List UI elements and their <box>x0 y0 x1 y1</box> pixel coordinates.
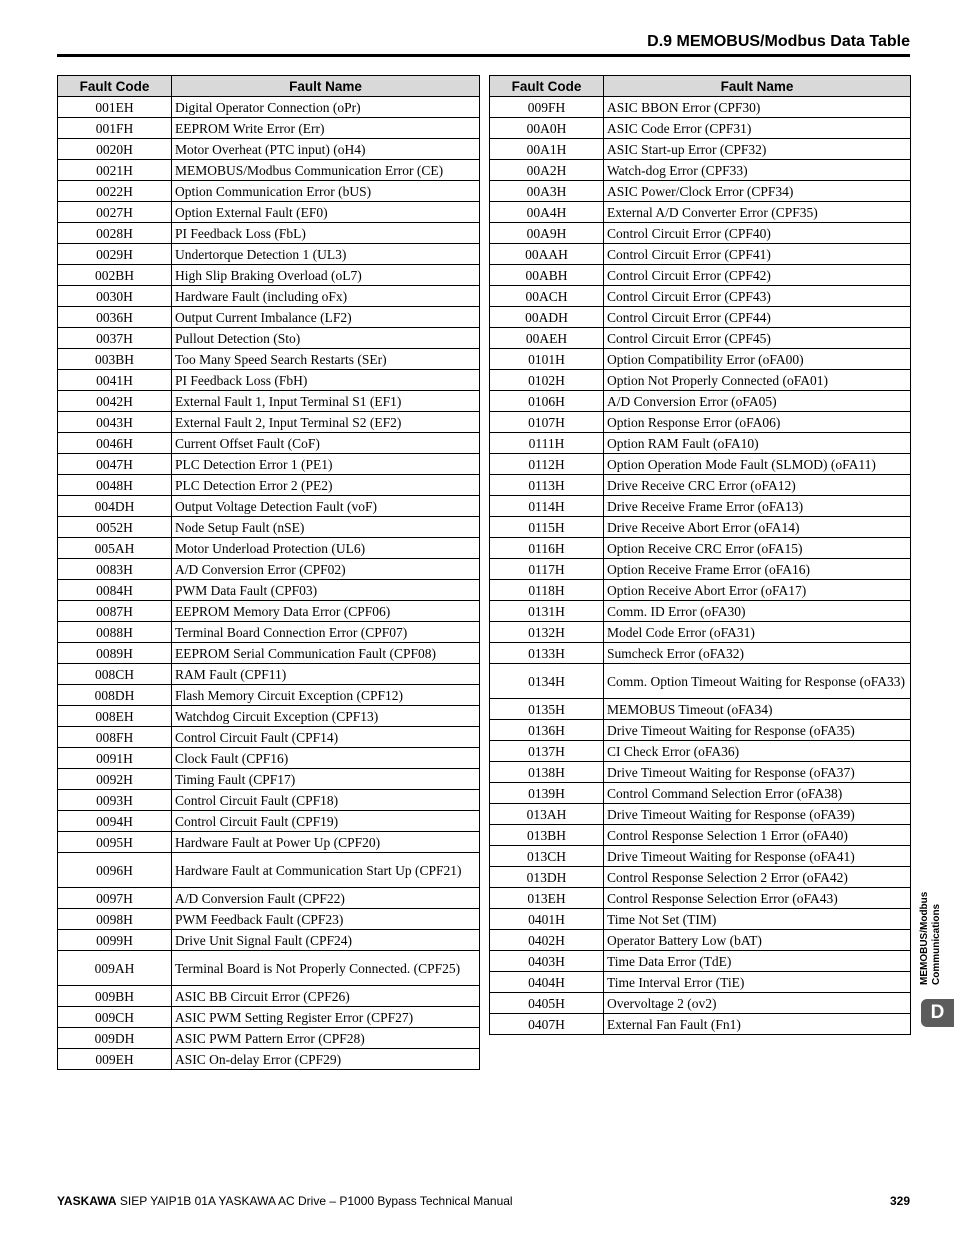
fault-name-cell: Option Communication Error (bUS) <box>172 181 480 202</box>
fault-name-cell: MEMOBUS/Modbus Communication Error (CE) <box>172 160 480 181</box>
page-number: 329 <box>889 1194 910 1208</box>
table-row <box>490 265 911 286</box>
chapter-tab[interactable]: D <box>921 999 954 1027</box>
fault-code-cell: 013EH <box>490 888 604 909</box>
fault-code-cell: 0112H <box>490 454 604 475</box>
fault-code-cell: 00ADH <box>490 307 604 328</box>
fault-code-cell: 0046H <box>58 433 172 454</box>
fault-name-cell: Option RAM Fault (oFA10) <box>604 433 911 454</box>
fault-name-cell: Control Response Selection 2 Error (oFA42) <box>604 867 911 888</box>
fault-code-cell: 0029H <box>58 244 172 265</box>
fault-code-cell: 008EH <box>58 706 172 727</box>
fault-code-cell: 0402H <box>490 930 604 951</box>
table-row <box>58 118 480 139</box>
table-row <box>490 223 911 244</box>
table-row <box>490 909 911 930</box>
fault-code-cell: 0101H <box>490 349 604 370</box>
fault-name-cell: PWM Data Fault (CPF03) <box>172 580 480 601</box>
fault-code-cell: 0030H <box>58 286 172 307</box>
fault-name-cell: Model Code Error (oFA31) <box>604 622 911 643</box>
fault-name-cell: Hardware Fault at Communication Start Up (CPF21) <box>172 853 480 888</box>
fault-code-cell: 0088H <box>58 622 172 643</box>
fault-code-cell: 0139H <box>490 783 604 804</box>
table-row <box>58 328 480 349</box>
table-row <box>490 783 911 804</box>
fault-code-cell: 0135H <box>490 699 604 720</box>
fault-name-cell: A/D Conversion Error (CPF02) <box>172 559 480 580</box>
fault-code-cell: 002BH <box>58 265 172 286</box>
fault-name-cell: High Slip Braking Overload (oL7) <box>172 265 480 286</box>
fault-name-cell: Undertorque Detection 1 (UL3) <box>172 244 480 265</box>
fault-code-cell: 0118H <box>490 580 604 601</box>
fault-name-cell: ASIC PWM Setting Register Error (CPF27) <box>172 1007 480 1028</box>
table-row <box>490 349 911 370</box>
side-section-label-text: MEMOBUS/Modbus Communications <box>919 891 942 985</box>
table-row <box>490 664 911 699</box>
fault-code-cell: 013BH <box>490 825 604 846</box>
table-row <box>490 433 911 454</box>
table-row <box>58 517 480 538</box>
fault-code-cell: 0020H <box>58 139 172 160</box>
fault-code-cell: 0132H <box>490 622 604 643</box>
table-row <box>58 307 480 328</box>
fault-name-cell: RAM Fault (CPF11) <box>172 664 480 685</box>
fault-code-cell: 009BH <box>58 986 172 1007</box>
table-row <box>58 223 480 244</box>
table-row <box>490 328 911 349</box>
table-row <box>58 139 480 160</box>
fault-name-cell: Control Circuit Error (CPF42) <box>604 265 911 286</box>
fault-code-cell: 0097H <box>58 888 172 909</box>
fault-name-cell: Time Not Set (TIM) <box>604 909 911 930</box>
fault-code-cell: 0048H <box>58 475 172 496</box>
table-row <box>490 118 911 139</box>
table-row <box>58 391 480 412</box>
fault-code-cell: 0114H <box>490 496 604 517</box>
fault-code-cell: 0401H <box>490 909 604 930</box>
fault-code-cell: 009FH <box>490 97 604 118</box>
table-row <box>490 930 911 951</box>
table-row <box>58 930 480 951</box>
fault-name-cell: External Fault 2, Input Terminal S2 (EF2) <box>172 412 480 433</box>
fault-code-cell: 0087H <box>58 601 172 622</box>
fault-name-cell: Drive Receive Frame Error (oFA13) <box>604 496 911 517</box>
table-row <box>58 685 480 706</box>
fault-name-cell: Motor Overheat (PTC input) (oH4) <box>172 139 480 160</box>
table-row <box>58 769 480 790</box>
fault-name-cell: PLC Detection Error 1 (PE1) <box>172 454 480 475</box>
fault-code-cell: 008FH <box>58 727 172 748</box>
table-row <box>58 832 480 853</box>
fault-name-cell: Option Response Error (oFA06) <box>604 412 911 433</box>
fault-code-cell: 0111H <box>490 433 604 454</box>
fault-name-cell: Output Current Imbalance (LF2) <box>172 307 480 328</box>
fault-name-cell: Sumcheck Error (oFA32) <box>604 643 911 664</box>
fault-name-cell: Pullout Detection (Sto) <box>172 328 480 349</box>
fault-code-cell: 00A4H <box>490 202 604 223</box>
fault-code-cell: 0405H <box>490 993 604 1014</box>
table-row <box>490 244 911 265</box>
table-row <box>58 811 480 832</box>
fault-name-cell: Control Response Selection 1 Error (oFA40) <box>604 825 911 846</box>
fault-name-cell: Option Compatibility Error (oFA00) <box>604 349 911 370</box>
fault-name-cell: Node Setup Fault (nSE) <box>172 517 480 538</box>
fault-name-cell: Watchdog Circuit Exception (CPF13) <box>172 706 480 727</box>
fault-name-cell: Option External Fault (EF0) <box>172 202 480 223</box>
table-row <box>490 181 911 202</box>
table-row <box>490 622 911 643</box>
table-row <box>490 867 911 888</box>
table-row <box>58 370 480 391</box>
fault-code-cell: 0404H <box>490 972 604 993</box>
fault-code-cell: 001FH <box>58 118 172 139</box>
table-row <box>58 1049 480 1070</box>
table-row <box>58 986 480 1007</box>
fault-code-cell: 0092H <box>58 769 172 790</box>
side-section-label <box>915 875 951 985</box>
fault-name-cell: Digital Operator Connection (oPr) <box>172 97 480 118</box>
column-header-fault-name: Fault Name <box>172 76 480 97</box>
fault-name-cell: ASIC Power/Clock Error (CPF34) <box>604 181 911 202</box>
fault-name-cell: Control Circuit Error (CPF43) <box>604 286 911 307</box>
fault-name-cell: EEPROM Serial Communication Fault (CPF08) <box>172 643 480 664</box>
fault-name-cell: CI Check Error (oFA36) <box>604 741 911 762</box>
fault-code-cell: 0036H <box>58 307 172 328</box>
fault-name-cell: MEMOBUS Timeout (oFA34) <box>604 699 911 720</box>
table-row <box>58 853 480 888</box>
table-row <box>58 202 480 223</box>
fault-name-cell: Control Command Selection Error (oFA38) <box>604 783 911 804</box>
fault-code-cell: 009CH <box>58 1007 172 1028</box>
table-row <box>490 517 911 538</box>
fault-name-cell: Terminal Board Connection Error (CPF07) <box>172 622 480 643</box>
table-row <box>58 601 480 622</box>
fault-name-cell: Option Operation Mode Fault (SLMOD) (oFA11) <box>604 454 911 475</box>
table-row <box>490 601 911 622</box>
table-row <box>58 951 480 986</box>
column-header-fault-code: Fault Code <box>58 76 172 97</box>
table-row <box>490 720 911 741</box>
column-header-fault-code: Fault Code <box>490 76 604 97</box>
table-row <box>490 741 911 762</box>
fault-code-cell: 0027H <box>58 202 172 223</box>
fault-name-cell: PLC Detection Error 2 (PE2) <box>172 475 480 496</box>
table-row <box>490 1014 911 1035</box>
fault-name-cell: Control Circuit Error (CPF40) <box>604 223 911 244</box>
fault-name-cell: EEPROM Write Error (Err) <box>172 118 480 139</box>
table-row <box>58 475 480 496</box>
fault-code-cell: 0042H <box>58 391 172 412</box>
fault-name-cell: Drive Receive CRC Error (oFA12) <box>604 475 911 496</box>
fault-name-cell: Timing Fault (CPF17) <box>172 769 480 790</box>
table-row <box>490 97 911 118</box>
fault-name-cell: A/D Conversion Fault (CPF22) <box>172 888 480 909</box>
fault-code-cell: 0094H <box>58 811 172 832</box>
fault-code-cell: 00A3H <box>490 181 604 202</box>
fault-code-cell: 0095H <box>58 832 172 853</box>
fault-name-cell: Motor Underload Protection (UL6) <box>172 538 480 559</box>
fault-code-cell: 0113H <box>490 475 604 496</box>
fault-code-cell: 013AH <box>490 804 604 825</box>
table-row <box>58 1028 480 1049</box>
fault-code-cell: 0117H <box>490 559 604 580</box>
fault-code-cell: 0098H <box>58 909 172 930</box>
table-row <box>58 909 480 930</box>
fault-code-cell: 003BH <box>58 349 172 370</box>
fault-table-right-body <box>490 97 911 1035</box>
table-row <box>490 286 911 307</box>
fault-code-cell: 0099H <box>58 930 172 951</box>
fault-code-cell: 013DH <box>490 867 604 888</box>
fault-name-cell: Drive Unit Signal Fault (CPF24) <box>172 930 480 951</box>
fault-name-cell: Option Not Properly Connected (oFA01) <box>604 370 911 391</box>
fault-name-cell: Option Receive Frame Error (oFA16) <box>604 559 911 580</box>
table-row <box>58 538 480 559</box>
table-row <box>490 202 911 223</box>
table-row <box>490 391 911 412</box>
fault-table-left <box>57 75 480 1070</box>
fault-code-cell: 0102H <box>490 370 604 391</box>
fault-name-cell: ASIC BB Circuit Error (CPF26) <box>172 986 480 1007</box>
fault-code-cell: 008CH <box>58 664 172 685</box>
table-row <box>490 496 911 517</box>
table-row <box>490 699 911 720</box>
fault-name-cell: Drive Timeout Waiting for Response (oFA39) <box>604 804 911 825</box>
fault-code-cell: 0116H <box>490 538 604 559</box>
fault-code-cell: 0028H <box>58 223 172 244</box>
table-row <box>58 580 480 601</box>
header-rule <box>57 54 910 57</box>
fault-code-cell: 0107H <box>490 412 604 433</box>
table-row <box>58 496 480 517</box>
table-row <box>58 888 480 909</box>
fault-name-cell: Terminal Board is Not Properly Connected. (CPF25) <box>172 951 480 986</box>
fault-code-cell: 0047H <box>58 454 172 475</box>
fault-name-cell: Watch-dog Error (CPF33) <box>604 160 911 181</box>
fault-code-cell: 0091H <box>58 748 172 769</box>
fault-code-cell: 00A1H <box>490 139 604 160</box>
table-row <box>58 265 480 286</box>
table-row <box>490 160 911 181</box>
fault-name-cell: Control Circuit Error (CPF41) <box>604 244 911 265</box>
table-row <box>490 454 911 475</box>
fault-name-cell: Control Circuit Fault (CPF19) <box>172 811 480 832</box>
fault-name-cell: Control Response Selection Error (oFA43) <box>604 888 911 909</box>
fault-code-cell: 0115H <box>490 517 604 538</box>
fault-name-cell: Option Receive CRC Error (oFA15) <box>604 538 911 559</box>
table-row <box>58 349 480 370</box>
fault-name-cell: PI Feedback Loss (FbH) <box>172 370 480 391</box>
table-row <box>490 370 911 391</box>
table-row <box>490 846 911 867</box>
table-row <box>58 412 480 433</box>
fault-name-cell: EEPROM Memory Data Error (CPF06) <box>172 601 480 622</box>
fault-name-cell: Control Circuit Fault (CPF14) <box>172 727 480 748</box>
fault-name-cell: Comm. Option Timeout Waiting for Response (oFA33) <box>604 664 911 699</box>
fault-table-left-body <box>58 97 480 1070</box>
fault-name-cell: ASIC Start-up Error (CPF32) <box>604 139 911 160</box>
footer-manual-title <box>57 1194 513 1208</box>
fault-code-cell: 001EH <box>58 97 172 118</box>
fault-code-cell: 0403H <box>490 951 604 972</box>
fault-code-cell: 0041H <box>58 370 172 391</box>
fault-table-right <box>489 75 911 1035</box>
table-row <box>490 888 911 909</box>
fault-name-cell: External Fan Fault (Fn1) <box>604 1014 911 1035</box>
table-row <box>490 762 911 783</box>
fault-name-cell: Time Data Error (TdE) <box>604 951 911 972</box>
table-row <box>490 538 911 559</box>
fault-code-cell: 005AH <box>58 538 172 559</box>
fault-code-cell: 00AEH <box>490 328 604 349</box>
table-row <box>58 1007 480 1028</box>
table-row <box>490 972 911 993</box>
footer-brand: YASKAWA <box>57 1194 117 1208</box>
table-header-row <box>58 76 480 97</box>
fault-name-cell: Time Interval Error (TiE) <box>604 972 911 993</box>
fault-code-cell: 013CH <box>490 846 604 867</box>
fault-code-cell: 0037H <box>58 328 172 349</box>
table-row <box>490 951 911 972</box>
fault-code-cell: 0407H <box>490 1014 604 1035</box>
table-row <box>58 748 480 769</box>
fault-code-cell: 00A0H <box>490 118 604 139</box>
table-row <box>58 664 480 685</box>
fault-name-cell: Drive Timeout Waiting for Response (oFA37) <box>604 762 911 783</box>
fault-name-cell: Too Many Speed Search Restarts (SEr) <box>172 349 480 370</box>
fault-code-cell: 00A2H <box>490 160 604 181</box>
fault-name-cell: PI Feedback Loss (FbL) <box>172 223 480 244</box>
fault-name-cell: Hardware Fault at Power Up (CPF20) <box>172 832 480 853</box>
table-row <box>490 825 911 846</box>
fault-code-cell: 0131H <box>490 601 604 622</box>
table-row <box>58 97 480 118</box>
column-header-fault-name: Fault Name <box>604 76 911 97</box>
fault-code-cell: 009EH <box>58 1049 172 1070</box>
fault-code-cell: 0138H <box>490 762 604 783</box>
fault-code-cell: 008DH <box>58 685 172 706</box>
fault-name-cell: ASIC PWM Pattern Error (CPF28) <box>172 1028 480 1049</box>
fault-code-cell: 009DH <box>58 1028 172 1049</box>
fault-name-cell: ASIC Code Error (CPF31) <box>604 118 911 139</box>
fault-code-cell: 0093H <box>58 790 172 811</box>
fault-name-cell: ASIC On-delay Error (CPF29) <box>172 1049 480 1070</box>
fault-code-cell: 0021H <box>58 160 172 181</box>
fault-name-cell: ASIC BBON Error (CPF30) <box>604 97 911 118</box>
fault-name-cell: Control Circuit Error (CPF44) <box>604 307 911 328</box>
fault-code-cell: 0084H <box>58 580 172 601</box>
fault-code-cell: 0022H <box>58 181 172 202</box>
fault-code-cell: 0083H <box>58 559 172 580</box>
table-row <box>490 559 911 580</box>
fault-code-cell: 00ABH <box>490 265 604 286</box>
fault-name-cell: Control Circuit Error (CPF45) <box>604 328 911 349</box>
fault-name-cell: Drive Timeout Waiting for Response (oFA41) <box>604 846 911 867</box>
fault-code-cell: 00A9H <box>490 223 604 244</box>
fault-name-cell: External A/D Converter Error (CPF35) <box>604 202 911 223</box>
table-row <box>58 286 480 307</box>
fault-name-cell: PWM Feedback Fault (CPF23) <box>172 909 480 930</box>
fault-name-cell: Drive Timeout Waiting for Response (oFA35) <box>604 720 911 741</box>
table-row <box>490 307 911 328</box>
fault-name-cell: External Fault 1, Input Terminal S1 (EF1) <box>172 391 480 412</box>
fault-name-cell: Clock Fault (CPF16) <box>172 748 480 769</box>
table-row <box>490 475 911 496</box>
fault-code-cell: 0134H <box>490 664 604 699</box>
fault-code-cell: 00AAH <box>490 244 604 265</box>
fault-name-cell: A/D Conversion Error (oFA05) <box>604 391 911 412</box>
fault-code-cell: 0089H <box>58 643 172 664</box>
table-row <box>58 622 480 643</box>
fault-name-cell: Output Voltage Detection Fault (voF) <box>172 496 480 517</box>
fault-name-cell: Overvoltage 2 (ov2) <box>604 993 911 1014</box>
table-row <box>490 412 911 433</box>
fault-code-cell: 0133H <box>490 643 604 664</box>
table-header-row <box>490 76 911 97</box>
table-row <box>58 643 480 664</box>
fault-name-cell: Hardware Fault (including oFx) <box>172 286 480 307</box>
fault-code-cell: 0106H <box>490 391 604 412</box>
fault-code-cell: 0052H <box>58 517 172 538</box>
fault-name-cell: Flash Memory Circuit Exception (CPF12) <box>172 685 480 706</box>
fault-code-cell: 009AH <box>58 951 172 986</box>
table-row <box>490 580 911 601</box>
table-row <box>490 993 911 1014</box>
fault-code-cell: 004DH <box>58 496 172 517</box>
fault-name-cell: Drive Receive Abort Error (oFA14) <box>604 517 911 538</box>
table-row <box>58 160 480 181</box>
footer-text: SIEP YAIP1B 01A YASKAWA AC Drive – P1000 Bypass Technical Manual <box>116 1194 513 1208</box>
fault-code-cell: 0136H <box>490 720 604 741</box>
fault-name-cell: Current Offset Fault (CoF) <box>172 433 480 454</box>
table-row <box>490 643 911 664</box>
table-row <box>58 706 480 727</box>
table-row <box>58 454 480 475</box>
table-row <box>58 181 480 202</box>
fault-name-cell: Comm. ID Error (oFA30) <box>604 601 911 622</box>
section-title: D.9 MEMOBUS/Modbus Data Table <box>647 33 910 50</box>
table-row <box>490 804 911 825</box>
fault-name-cell: Control Circuit Fault (CPF18) <box>172 790 480 811</box>
fault-code-cell: 0043H <box>58 412 172 433</box>
fault-name-cell: Operator Battery Low (bAT) <box>604 930 911 951</box>
table-row <box>58 244 480 265</box>
fault-code-cell: 00ACH <box>490 286 604 307</box>
table-row <box>58 727 480 748</box>
table-row <box>58 433 480 454</box>
table-row <box>58 790 480 811</box>
fault-code-cell: 0137H <box>490 741 604 762</box>
table-row <box>490 139 911 160</box>
fault-name-cell: Option Receive Abort Error (oFA17) <box>604 580 911 601</box>
table-row <box>58 559 480 580</box>
fault-code-cell: 0096H <box>58 853 172 888</box>
